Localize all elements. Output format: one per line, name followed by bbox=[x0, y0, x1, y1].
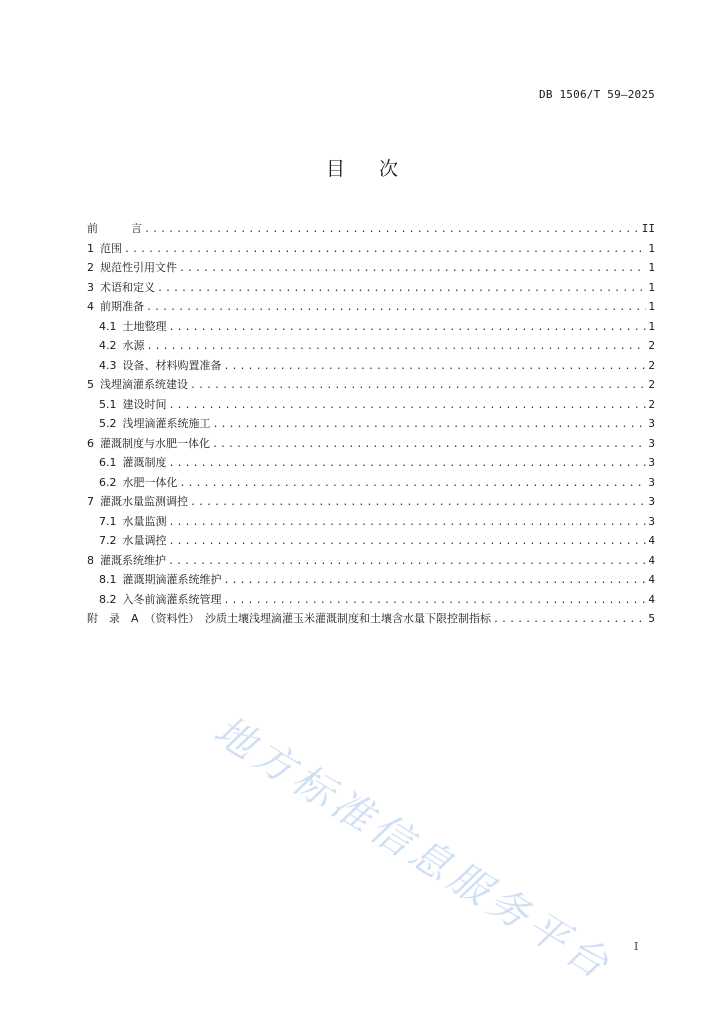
toc-entry-number: 5.1 bbox=[99, 397, 117, 411]
dot-leader bbox=[224, 591, 647, 611]
toc-entry-5-1[interactable] bbox=[87, 395, 655, 415]
toc-entry-label: 设备、材料购置准备 bbox=[122, 358, 222, 372]
toc-entry-label: 前 言 bbox=[87, 222, 142, 235]
dot-leader bbox=[212, 435, 646, 455]
toc-entry-7-2[interactable] bbox=[87, 531, 655, 551]
toc-entry-page: 1 bbox=[648, 280, 655, 294]
toc-heading-char-2: 次 bbox=[379, 158, 399, 180]
toc-entry-number: 8.2 bbox=[99, 592, 117, 606]
toc-entry-number: 4.1 bbox=[99, 319, 117, 333]
dot-leader bbox=[224, 357, 647, 377]
toc-heading-char-1: 目 bbox=[325, 158, 345, 180]
toc-entry-page: 4 bbox=[648, 592, 655, 606]
dot-leader bbox=[124, 240, 646, 260]
dot-leader bbox=[169, 318, 647, 338]
toc-entry-page: 4 bbox=[648, 573, 655, 586]
toc-entry-appendix-a[interactable] bbox=[87, 609, 655, 629]
toc-entry-number: 4.2 bbox=[99, 339, 117, 352]
toc-entry-1[interactable] bbox=[87, 239, 655, 259]
toc-entry-page: 2 bbox=[648, 397, 655, 411]
toc-entry-8-1[interactable] bbox=[87, 570, 655, 590]
dot-leader bbox=[493, 610, 646, 630]
toc-entry-label: 浅埋滴灌系统施工 bbox=[122, 417, 211, 430]
toc-entry-page: 3 bbox=[648, 417, 655, 430]
dot-leader bbox=[169, 396, 647, 416]
dot-leader bbox=[224, 571, 647, 591]
toc-entry-number: 6.2 bbox=[99, 475, 117, 489]
dot-leader bbox=[179, 259, 646, 279]
toc-entry-number: 8.1 bbox=[99, 573, 117, 586]
toc-entry-page: 1 bbox=[648, 319, 655, 333]
dot-leader bbox=[147, 337, 647, 357]
toc-entry-2[interactable] bbox=[87, 258, 655, 278]
toc-entry-number: 8 bbox=[87, 553, 94, 567]
toc-entry-page: 1 bbox=[648, 241, 655, 255]
dot-leader bbox=[190, 493, 646, 513]
toc-entry-page: 2 bbox=[648, 358, 655, 372]
toc-entry-number: 5.2 bbox=[99, 417, 117, 430]
toc-entry-number: 5 bbox=[87, 378, 94, 391]
toc-entry-label: （资料性） 沙质土壤浅埋滴灌玉米灌溉制度和土壤含水量下限控制指标 bbox=[144, 612, 492, 625]
toc-entry-label: 浅埋滴灌系统建设 bbox=[100, 378, 188, 391]
toc-entry-5-2[interactable] bbox=[87, 414, 655, 434]
toc-entry-label: 土地整理 bbox=[122, 319, 167, 333]
toc-entry-8-2[interactable] bbox=[87, 590, 655, 610]
toc-entry-page: 3 bbox=[648, 475, 655, 489]
toc-entry-label: 灌溉制度与水肥一体化 bbox=[100, 436, 210, 450]
toc-entry-8[interactable] bbox=[87, 551, 655, 571]
toc-entry-label: 前期准备 bbox=[100, 300, 144, 313]
toc-entry-label: 灌溉系统维护 bbox=[100, 553, 166, 567]
toc-entry-label: 水源 bbox=[122, 339, 145, 352]
toc-entry-4-3[interactable] bbox=[87, 356, 655, 376]
toc-entry-3[interactable] bbox=[87, 278, 655, 298]
dot-leader bbox=[168, 552, 646, 572]
toc-entry-page: 4 bbox=[648, 534, 655, 547]
dot-leader bbox=[190, 376, 646, 396]
toc-entry-page: 4 bbox=[648, 553, 655, 567]
toc-entry-5[interactable] bbox=[87, 375, 655, 395]
document-code: DB 1506/T 59—2025 bbox=[539, 88, 655, 101]
table-of-contents bbox=[87, 219, 655, 629]
toc-entry-number: 4.3 bbox=[99, 358, 117, 372]
dot-leader bbox=[146, 298, 646, 318]
toc-entry-label: 范围 bbox=[100, 241, 122, 255]
toc-entry-label: 水量监测 bbox=[122, 514, 167, 528]
dot-leader bbox=[169, 513, 647, 533]
toc-entry-label: 术语和定义 bbox=[100, 280, 155, 294]
toc-entry-page: 1 bbox=[648, 261, 655, 274]
toc-entry-label: 入冬前滴灌系统管理 bbox=[122, 592, 222, 606]
toc-entry-number: 6.1 bbox=[99, 456, 117, 469]
toc-entry-page: 3 bbox=[648, 436, 655, 450]
toc-entry-page: 3 bbox=[648, 514, 655, 528]
toc-entry-page: 3 bbox=[648, 495, 655, 508]
toc-entry-label: 水肥一体化 bbox=[122, 475, 178, 489]
toc-entry-foreword[interactable] bbox=[87, 219, 655, 239]
toc-entry-page: II bbox=[641, 222, 655, 235]
toc-entry-label: 灌溉水量监测调控 bbox=[100, 495, 188, 508]
toc-entry-number: 7.2 bbox=[99, 534, 117, 547]
toc-entry-6-1[interactable] bbox=[87, 453, 655, 473]
toc-entry-7-1[interactable] bbox=[87, 512, 655, 532]
dot-leader bbox=[169, 532, 647, 552]
toc-entry-label: 规范性引用文件 bbox=[100, 261, 177, 274]
toc-entry-number: 3 bbox=[87, 280, 94, 294]
toc-entry-page: 2 bbox=[648, 378, 655, 391]
toc-entry-label: 建设时间 bbox=[122, 397, 167, 411]
toc-entry-page: 2 bbox=[648, 339, 655, 352]
dot-leader bbox=[157, 279, 646, 299]
dot-leader bbox=[144, 220, 640, 240]
toc-entry-number: 7.1 bbox=[99, 514, 117, 528]
toc-entry-number: 2 bbox=[87, 261, 94, 274]
toc-entry-6[interactable] bbox=[87, 434, 655, 454]
toc-entry-4-1[interactable] bbox=[87, 317, 655, 337]
dot-leader bbox=[180, 474, 647, 494]
toc-entry-number: 1 bbox=[87, 241, 94, 255]
toc-entry-number: 6 bbox=[87, 436, 94, 450]
dot-leader bbox=[169, 454, 647, 474]
toc-entry-number: 附 录 A bbox=[87, 612, 139, 625]
toc-entry-number: 7 bbox=[87, 495, 94, 508]
dot-leader bbox=[213, 415, 647, 435]
toc-entry-page: 1 bbox=[648, 300, 655, 313]
toc-entry-page: 5 bbox=[648, 612, 655, 625]
toc-entry-4-2[interactable] bbox=[87, 336, 655, 356]
toc-entry-label: 灌溉制度 bbox=[122, 456, 167, 469]
toc-entry-4[interactable] bbox=[87, 297, 655, 317]
toc-entry-number: 4 bbox=[87, 300, 94, 313]
page-number: I bbox=[634, 940, 639, 953]
toc-entry-7[interactable] bbox=[87, 492, 655, 512]
toc-entry-label: 灌溉期滴灌系统维护 bbox=[122, 573, 222, 586]
toc-entry-label: 水量调控 bbox=[122, 534, 167, 547]
toc-heading bbox=[0, 154, 724, 181]
watermark: 地方标准信息服务平台 bbox=[205, 707, 621, 991]
toc-entry-page: 3 bbox=[648, 456, 655, 469]
toc-entry-6-2[interactable] bbox=[87, 473, 655, 493]
